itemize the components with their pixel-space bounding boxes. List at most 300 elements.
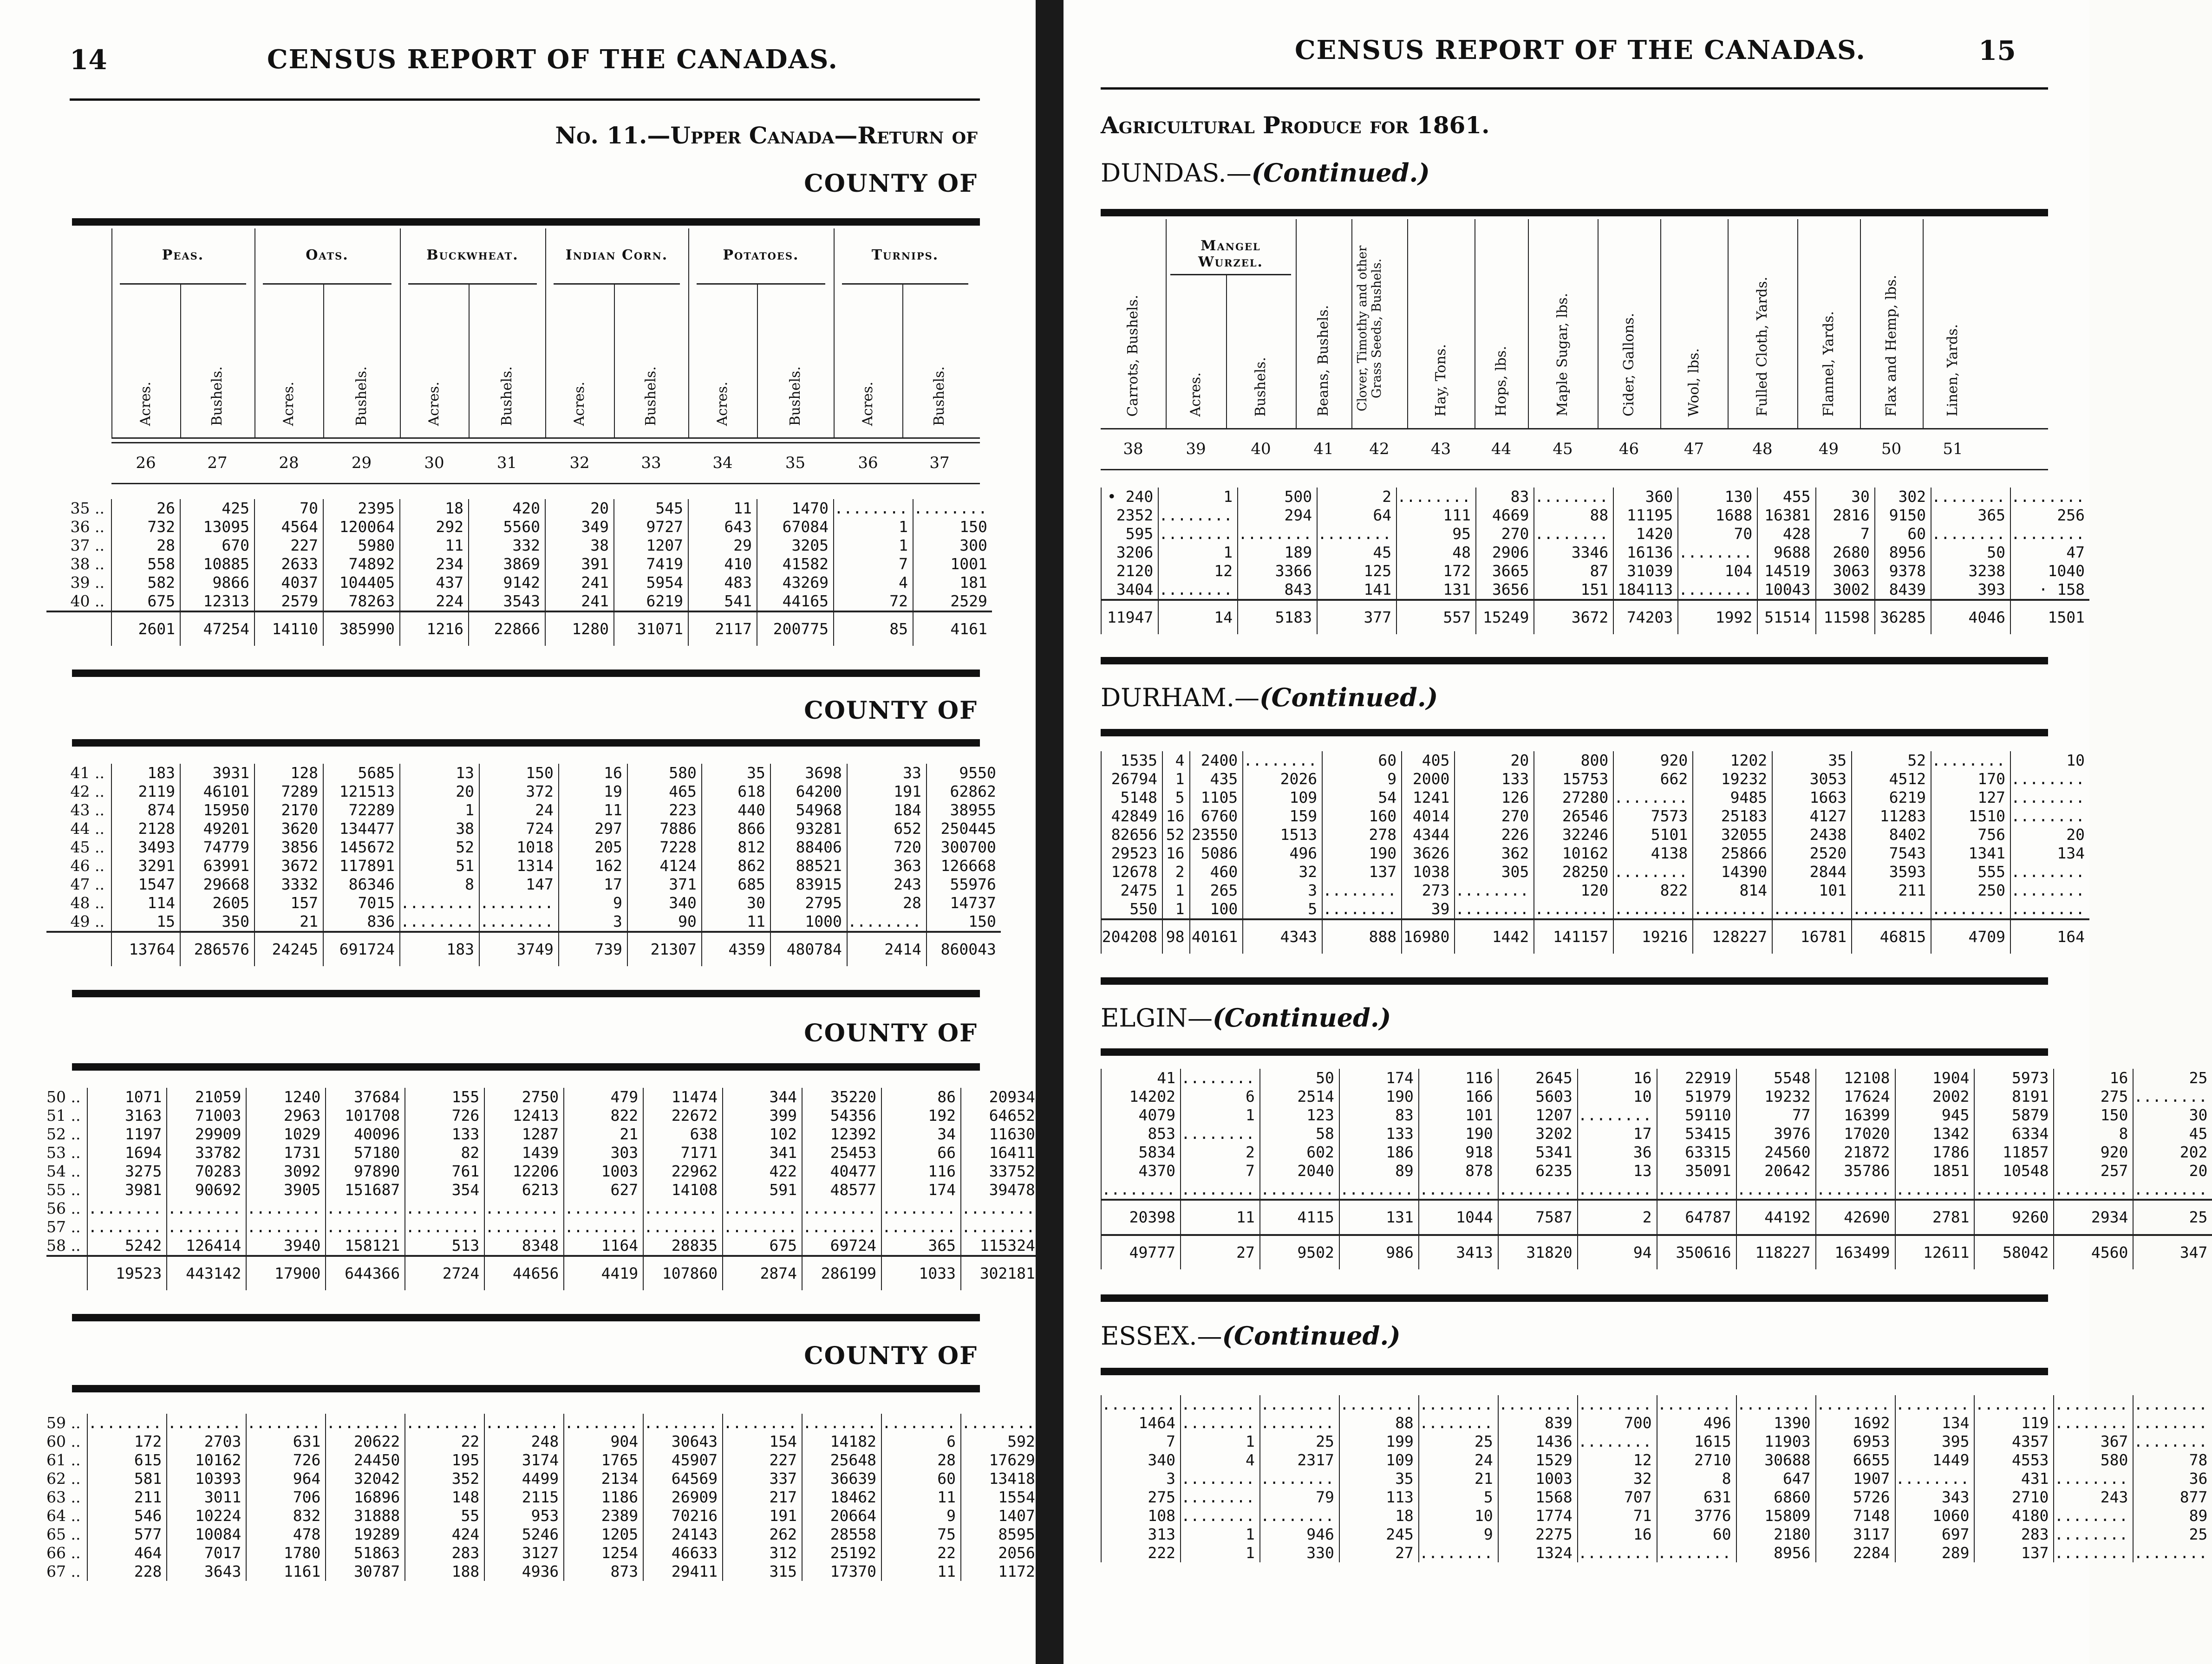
column-number: 35 (785, 454, 806, 472)
table-cell: ........ (1339, 1180, 1419, 1200)
table-cell: 145672 (323, 838, 400, 857)
table-cell: 7573 (1613, 807, 1693, 826)
table-cell: 5834 (1101, 1143, 1181, 1162)
table-cell: 69724 (802, 1236, 881, 1256)
column-sub-label: Bushels. (498, 366, 515, 426)
table-cell: 9485 (1693, 788, 1772, 807)
table-cell: 120064 (323, 518, 400, 536)
table-cell: 102 (723, 1125, 802, 1144)
table-cell: · 158 (2010, 580, 2089, 600)
table-cell: 1 (1181, 1106, 1260, 1124)
table-cell: 250445 (927, 819, 1001, 838)
table-cell: 1 (1162, 770, 1190, 788)
total-row (46, 932, 1001, 966)
running-head-right: CENSUS REPORT OF THE CANADAS. (1295, 35, 1866, 65)
total-cell: 1033 (881, 1256, 961, 1290)
table-cell: 5 (1243, 900, 1322, 919)
table-row (1101, 1069, 2212, 1087)
table-cell: 5101 (1613, 826, 1693, 844)
table-row (46, 518, 992, 536)
table-cell: 1 (1158, 488, 1238, 506)
table-cell: 5685 (323, 764, 400, 782)
table-cell: 35 (1772, 751, 1852, 770)
table-cell: 1 (1181, 1544, 1260, 1562)
table-cell: 183 (111, 764, 180, 782)
block-rule (1101, 729, 2048, 736)
table-cell: ........ (479, 894, 559, 912)
table-cell: 227 (723, 1451, 802, 1469)
table-cell: 300 (913, 536, 992, 555)
column-sub-label: Acres. (426, 381, 442, 426)
total-cell: 2724 (405, 1256, 484, 1290)
table-cell: 5148 (1101, 788, 1162, 807)
table-cell: 67084 (757, 518, 834, 536)
table-cell: 24560 (1736, 1143, 1816, 1162)
table-cell: 478 (246, 1525, 326, 1544)
data-table-dundas (1101, 488, 2089, 634)
table-cell: 32 (1243, 863, 1322, 881)
table-cell: 4936 (484, 1562, 564, 1581)
table-cell: 3620 (254, 819, 323, 838)
total-cell: 40161 (1190, 919, 1243, 954)
table-cell: 354 (405, 1181, 484, 1199)
table-cell: 10548 (1974, 1162, 2054, 1180)
table-cell: ........ (1678, 543, 1757, 562)
total-cell: 2117 (688, 611, 757, 646)
table-cell: 90692 (167, 1181, 246, 1199)
table-cell: 496 (1243, 844, 1322, 863)
row-number: 55 .. (46, 1181, 81, 1199)
table-cell: 7148 (1816, 1507, 1895, 1525)
table-cell: 16 (1578, 1525, 1657, 1544)
table-cell: 4037 (254, 573, 323, 592)
table-cell: 3063 (1816, 562, 1875, 580)
total-cell: 183 (400, 932, 479, 966)
table-cell: 1535 (1101, 751, 1162, 770)
table-cell: 256 (2010, 506, 2089, 525)
table-cell: 1240 (246, 1088, 326, 1106)
table-cell: 6655 (1816, 1451, 1895, 1469)
table-cell: 104405 (323, 573, 400, 592)
table-cell: 3493 (111, 838, 180, 857)
table-cell: 513 (405, 1236, 484, 1256)
table-cell: ........ (1613, 788, 1693, 807)
table-cell: ........ (1181, 1395, 1260, 1414)
table-cell: 1513 (1243, 826, 1322, 844)
table-cell: 822 (564, 1106, 643, 1125)
table-cell: 545 (614, 499, 688, 518)
table-cell: 11 (702, 912, 770, 932)
table-cell: 160 (1322, 807, 1402, 826)
section-heading-essex: ESSEX.—(Continued.) (1101, 1321, 1401, 1351)
book-gutter (1036, 0, 1064, 1664)
table-cell: ........ (2010, 770, 2089, 788)
total-cell: 25 (2133, 1200, 2212, 1235)
table-cell: 1439 (484, 1144, 564, 1162)
table-cell: 28558 (802, 1525, 881, 1544)
column-sub-label: Bushels. (353, 366, 370, 426)
table-cell: ........ (2010, 525, 2089, 543)
table-cell: 19232 (1736, 1087, 1816, 1106)
row-number (46, 611, 111, 646)
total-cell: 58042 (1974, 1235, 2054, 1269)
table-cell: 50 (1931, 543, 2010, 562)
table-cell: 1774 (1498, 1507, 1578, 1525)
table-cell: 1688 (1678, 506, 1757, 525)
table-cell: 4 (1162, 751, 1190, 770)
table-cell: 166 (1419, 1087, 1498, 1106)
column-label: Clover, Timothy and other Grass Seeds, Bushels. (1355, 245, 1384, 411)
table-cell: ........ (2133, 1087, 2212, 1106)
table-cell: 29411 (643, 1562, 723, 1581)
table-cell: • 240 (1101, 488, 1158, 506)
table-cell: ........ (2054, 1544, 2133, 1562)
table-row (1101, 1488, 2212, 1507)
head-rule (70, 98, 980, 101)
table-cell: 88406 (770, 838, 847, 857)
table-cell: 147 (479, 875, 559, 894)
total-cell: 11947 (1101, 600, 1158, 634)
table-cell: 349 (545, 518, 614, 536)
table-cell: ........ (1578, 1180, 1657, 1200)
table-cell: ........ (723, 1199, 802, 1218)
column-number: 50 (1881, 440, 1902, 458)
total-cell: 42690 (1816, 1200, 1895, 1235)
table-row (46, 801, 1001, 819)
column-number: 33 (641, 454, 661, 472)
table-cell: 5 (1162, 788, 1190, 807)
total-cell: 16980 (1402, 919, 1455, 954)
table-cell: 341 (723, 1144, 802, 1162)
table-cell: 191 (723, 1507, 802, 1525)
table-cell: 8956 (1875, 543, 1931, 562)
data-table-essex (1101, 1395, 2212, 1562)
table-cell: ........ (2054, 1414, 2133, 1432)
table-row (1101, 1106, 2212, 1124)
table-cell: 330 (1260, 1544, 1339, 1562)
row-number: 42 .. (70, 782, 104, 800)
table-cell: 483 (688, 573, 757, 592)
table-row (1101, 826, 2089, 844)
table-cell: 158121 (326, 1236, 405, 1256)
table-cell: ........ (1419, 1180, 1498, 1200)
table-cell: 116 (881, 1162, 961, 1181)
table-cell: 5954 (614, 573, 688, 592)
table-row (46, 1088, 1040, 1106)
total-cell: 74203 (1613, 600, 1678, 634)
table-cell: 367 (2054, 1432, 2133, 1451)
total-cell: 557 (1396, 600, 1476, 634)
table-cell: ........ (1260, 1395, 1339, 1414)
table-cell: 8191 (1974, 1087, 2054, 1106)
table-cell: ........ (1974, 1180, 2054, 1200)
table-cell: 344 (723, 1088, 802, 1106)
table-row (46, 912, 1001, 932)
table-cell: 270 (1455, 807, 1534, 826)
table-cell: 5242 (87, 1236, 167, 1256)
table-cell: 21 (254, 912, 323, 932)
table-cell: 3643 (167, 1562, 246, 1581)
table-cell: ........ (1772, 900, 1852, 919)
table-cell: 17629 (961, 1451, 1040, 1469)
table-cell: 343 (1895, 1488, 1975, 1507)
table-cell: 101 (1772, 881, 1852, 900)
total-cell: 3749 (479, 932, 559, 966)
table-cell: 20 (1455, 751, 1534, 770)
table-cell: ........ (1657, 1395, 1736, 1414)
row-number: 58 .. (46, 1236, 81, 1254)
table-cell: 120 (1534, 881, 1613, 900)
table-cell: 5973 (1974, 1069, 2054, 1087)
table-cell: 812 (702, 838, 770, 857)
row-number: 64 .. (46, 1507, 81, 1525)
table-cell: 5246 (484, 1525, 564, 1544)
table-cell: ........ (564, 1199, 643, 1218)
table-cell: ........ (2133, 1414, 2212, 1432)
column-number: 40 (1251, 440, 1271, 458)
table-cell: 89 (2133, 1507, 2212, 1525)
table-cell: 360 (1613, 488, 1678, 506)
total-cell: 1216 (400, 611, 469, 646)
table-cell: 174 (881, 1181, 961, 1199)
table-cell: 550 (1101, 900, 1162, 919)
total-cell: 3413 (1419, 1235, 1498, 1269)
table-cell: 75 (881, 1525, 961, 1544)
table-cell: 109 (1243, 788, 1322, 807)
table-cell: 30787 (326, 1562, 405, 1581)
table-cell: ........ (87, 1218, 167, 1236)
column-label: Hops, lbs. (1493, 346, 1509, 416)
table-cell: 303 (564, 1144, 643, 1162)
table-cell: 12313 (180, 592, 254, 611)
table-cell: 555 (1931, 863, 2010, 881)
table-cell: ........ (1317, 525, 1396, 543)
table-cell: 16 (2054, 1069, 2133, 1087)
table-cell: 114 (111, 894, 180, 912)
table-cell: 289 (1895, 1544, 1975, 1562)
total-cell: 11598 (1816, 600, 1875, 634)
table-cell: 3698 (770, 764, 847, 782)
total-cell: 4709 (1931, 919, 2010, 954)
left-page (0, 0, 1036, 1664)
table-cell: 300700 (927, 838, 1001, 857)
table-cell: 63991 (180, 857, 254, 875)
table-cell: 9 (1322, 770, 1402, 788)
table-cell: 128 (254, 764, 323, 782)
block-rule (72, 990, 980, 997)
table-row (46, 1144, 1040, 1162)
table-cell: 30 (2133, 1106, 2212, 1124)
total-cell: 19523 (87, 1256, 167, 1290)
column-group-label: Oats. (306, 247, 349, 263)
table-cell: 100 (1190, 900, 1243, 919)
table-cell: ........ (246, 1199, 326, 1218)
table-cell: 2605 (180, 894, 254, 912)
table-cell: 115324 (961, 1236, 1040, 1256)
table-cell: 58 (1260, 1124, 1339, 1143)
table-cell: ........ (2054, 1469, 2133, 1488)
table-row (1101, 863, 2089, 881)
total-cell: 118227 (1736, 1235, 1816, 1269)
total-cell: 128227 (1693, 919, 1772, 954)
table-cell: 7886 (627, 819, 702, 838)
table-cell: 14182 (802, 1432, 881, 1451)
data-table-county-1 (46, 499, 992, 646)
table-cell: 10885 (180, 555, 254, 573)
table-cell: 33752 (961, 1162, 1040, 1181)
table-cell: 6235 (1498, 1162, 1578, 1180)
table-cell: 4669 (1476, 506, 1534, 525)
table-cell: 30688 (1736, 1451, 1816, 1469)
table-cell: 945 (1895, 1106, 1975, 1124)
table-row (1101, 900, 2089, 919)
row-number: 65 .. (46, 1525, 81, 1543)
table-cell: 832 (246, 1507, 326, 1525)
block-rule (72, 670, 980, 677)
row-number: 39 .. (70, 573, 104, 592)
table-cell: ........ (2010, 881, 2089, 900)
column-number: 29 (351, 454, 372, 472)
row-number: 54 .. (46, 1162, 81, 1180)
table-cell: 4344 (1402, 826, 1455, 844)
table-cell: 8439 (1875, 580, 1931, 600)
table-cell: 172 (1396, 562, 1476, 580)
table-cell: 2115 (484, 1488, 564, 1507)
table-cell: 592 (961, 1432, 1040, 1451)
table-cell: ........ (913, 499, 992, 518)
table-cell: ........ (1419, 1395, 1498, 1414)
total-cell: 1992 (1678, 600, 1757, 634)
table-cell: 6953 (1816, 1432, 1895, 1451)
table-cell: 16 (559, 764, 627, 782)
table-cell: ........ (1181, 1469, 1260, 1488)
table-cell: 953 (484, 1507, 564, 1525)
table-row (1101, 525, 2089, 543)
column-sub-label: Acres. (571, 381, 587, 426)
column-number: 26 (136, 454, 156, 472)
table-row (1101, 1180, 2212, 1200)
table-cell: 7171 (643, 1144, 723, 1162)
table-cell: 77 (1736, 1106, 1816, 1124)
total-cell: 14110 (254, 611, 323, 646)
table-cell: 9550 (927, 764, 1001, 782)
table-cell: 8348 (484, 1236, 564, 1256)
table-cell: 582 (111, 573, 180, 592)
column-sub-label: Bushels. (787, 366, 803, 426)
table-cell: 45 (2133, 1124, 2212, 1143)
table-cell: 17 (1578, 1124, 1657, 1143)
table-cell: 31888 (326, 1507, 405, 1525)
table-cell: 22962 (643, 1162, 723, 1181)
table-cell: ........ (1534, 525, 1613, 543)
table-cell: 878 (1419, 1162, 1498, 1180)
table-cell: 159 (1243, 807, 1322, 826)
table-cell: 45 (1317, 543, 1396, 562)
table-cell: 36 (1578, 1143, 1657, 1162)
table-cell: ........ (802, 1414, 881, 1432)
table-cell: 51863 (326, 1544, 405, 1562)
table-cell: 3404 (1101, 580, 1158, 600)
table-cell: 16 (1162, 807, 1190, 826)
table-row (46, 555, 992, 573)
table-cell: 313 (1101, 1525, 1181, 1544)
table-cell: 133 (405, 1125, 484, 1144)
table-cell: ........ (643, 1218, 723, 1236)
table-cell: 133 (1339, 1124, 1419, 1143)
table-cell: 16411 (961, 1144, 1040, 1162)
table-cell: 15950 (180, 801, 254, 819)
table-cell: 372 (479, 782, 559, 801)
total-cell: 131 (1339, 1200, 1419, 1235)
total-cell: 4359 (702, 932, 770, 966)
table-cell: 20664 (802, 1507, 881, 1525)
row-number: 60 .. (46, 1432, 81, 1450)
table-cell: 2816 (1816, 506, 1875, 525)
table-cell: 181 (913, 573, 992, 592)
table-cell: ........ (2133, 1432, 2212, 1451)
table-cell: 5879 (1974, 1106, 2054, 1124)
table-cell: 1018 (479, 838, 559, 857)
table-cell: 3163 (87, 1106, 167, 1125)
table-cell: 248 (484, 1432, 564, 1451)
column-number: 31 (496, 454, 517, 472)
table-cell: 11283 (1852, 807, 1931, 826)
table-cell: ........ (2133, 1180, 2212, 1200)
table-cell: 1000 (770, 912, 847, 932)
total-cell: 4343 (1243, 919, 1322, 954)
table-cell: 8402 (1852, 826, 1931, 844)
table-row (1101, 1525, 2212, 1544)
county-heading: COUNTY OF (804, 1342, 978, 1370)
table-cell: 1 (834, 536, 913, 555)
table-cell: 1342 (1895, 1124, 1975, 1143)
table-cell: 479 (564, 1088, 643, 1106)
table-cell: 2400 (1190, 751, 1243, 770)
table-cell: 151 (1534, 580, 1613, 600)
table-cell: 13418 (961, 1469, 1040, 1488)
table-cell: 109 (1339, 1451, 1419, 1469)
total-cell: 47254 (180, 611, 254, 646)
table-cell: 223 (627, 801, 702, 819)
table-cell: ........ (961, 1218, 1040, 1236)
table-row (46, 1488, 1040, 1507)
table-cell: 10162 (167, 1451, 246, 1469)
table-cell: 6760 (1190, 807, 1243, 826)
table-cell: 40477 (802, 1162, 881, 1181)
table-row (1101, 1124, 2212, 1143)
table-cell: 30 (1816, 488, 1875, 506)
table-cell: ........ (1455, 881, 1534, 900)
table-cell: 25866 (1693, 844, 1772, 863)
total-cell: 1442 (1455, 919, 1534, 954)
table-cell: 455 (1757, 488, 1815, 506)
table-cell: 222 (1101, 1544, 1181, 1562)
table-cell: ........ (2010, 488, 2089, 506)
table-cell: 8956 (1736, 1544, 1816, 1562)
table-cell: 3117 (1816, 1525, 1895, 1544)
table-cell: ........ (1974, 1395, 2054, 1414)
table-cell: 9150 (1875, 506, 1931, 525)
table-cell: 15 (111, 912, 180, 932)
column-number: 46 (1618, 440, 1639, 458)
table-cell: 25648 (802, 1451, 881, 1469)
table-cell: 18 (400, 499, 469, 518)
table-cell: 465 (627, 782, 702, 801)
column-label: Beans, Bushels. (1315, 305, 1331, 416)
table-cell: 5603 (1498, 1087, 1578, 1106)
table-cell: 1071 (87, 1088, 167, 1106)
table-cell: ........ (167, 1199, 246, 1218)
